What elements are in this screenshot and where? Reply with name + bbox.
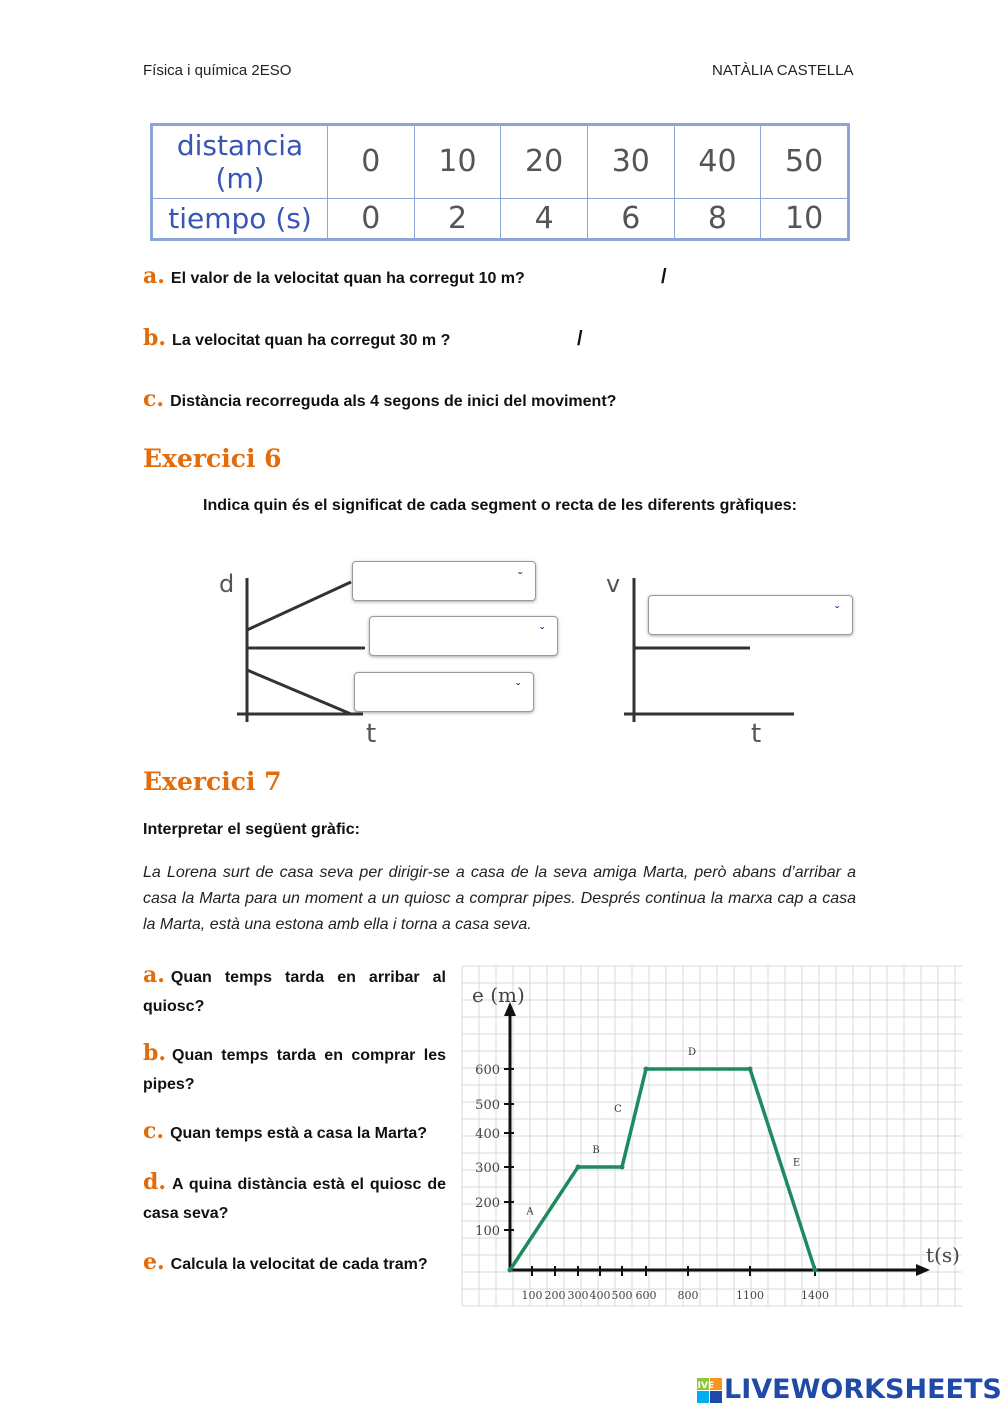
ex7-question-b [143, 1039, 446, 1099]
question-text: Quan temps tarda en comprar les pipes? [143, 1047, 446, 1093]
table-cell: 10 [414, 126, 501, 199]
question-text: Distància recorreguda als 4 segons de inici del moviment? [170, 393, 617, 410]
y-tick-label: 500 [475, 1098, 500, 1113]
liveworksheets-logo-icon [691, 1378, 723, 1404]
table-cell: 50 [761, 126, 848, 199]
table-cell: 8 [674, 198, 761, 238]
table-cell: 0 [328, 126, 415, 199]
chart-point [620, 1165, 625, 1170]
table-cell: 6 [587, 198, 674, 238]
x-tick-label: 400 [589, 1289, 611, 1302]
question-text: El valor de la velocitat quan ha corregut 10 m? [170, 270, 525, 287]
chart-y-label: e (m) [472, 983, 525, 1007]
table-row-time [153, 198, 848, 238]
table-cell: 2 [414, 198, 501, 238]
exercise-7-title: Exercici 7 [143, 767, 282, 796]
question-a [143, 263, 525, 289]
exercise-7-story: La Lorena surt de casa seva per dirigir-se a casa de la seva amiga Marta, però abans d’arribar a casa la Marta para un moment a un quiosc a comprar pipes. Després continua la marxa cap a casa la Marta, està una estona amb ella i torna a casa seva. [143, 864, 856, 933]
table-row-distance [153, 126, 848, 199]
y-tick-label: 100 [475, 1224, 500, 1239]
x-tick-label: 1400 [801, 1289, 829, 1302]
question-letter: d. [143, 1169, 167, 1195]
table-row-label: tiempo (s) [153, 198, 328, 238]
table-cell: 20 [501, 126, 588, 199]
chart-point [508, 1268, 513, 1273]
graph2-constant-select[interactable] [648, 595, 853, 635]
header-right: NATÀLIA CASTELLA [712, 62, 854, 79]
question-text: La velocitat quan ha corregut 30 m ? [172, 332, 451, 349]
graph2-y-label: v [606, 570, 621, 598]
question-letter: a. [143, 962, 165, 988]
question-letter: c. [143, 386, 165, 412]
table-cell: 4 [501, 198, 588, 238]
x-tick-label: 800 [677, 1289, 699, 1302]
ex7-question-d [143, 1168, 446, 1228]
table-row-label: distancia (m) [153, 126, 328, 199]
x-tick-label: 1100 [736, 1289, 764, 1302]
x-tick-label: 100 [521, 1289, 543, 1302]
y-tick-label: 200 [475, 1196, 500, 1211]
question-letter: b. [143, 325, 167, 351]
x-tick-label: 500 [611, 1289, 633, 1302]
exercise-6-instruction: Indica quin és el significat de cada segment o recta de les diferents gràfiques: [203, 497, 797, 514]
question-letter: e. [143, 1249, 165, 1275]
chart-grid [462, 966, 962, 1306]
chevron-down-icon: ˇ [835, 604, 839, 618]
question-letter: b. [143, 1040, 167, 1066]
position-time-chart [462, 966, 962, 1311]
question-text: Calcula la velocitat de cada tram? [170, 1256, 428, 1273]
segment-label: C [614, 1104, 622, 1115]
graph1-rising-select[interactable] [352, 561, 536, 601]
segment-label: B [592, 1145, 600, 1156]
ex7-question-a [143, 961, 446, 1021]
graph1-segment-falling [247, 670, 351, 714]
x-tick-label: 600 [635, 1289, 657, 1302]
chart-x-label: t(s) [926, 1243, 960, 1267]
graph2-x-label: t [751, 719, 762, 749]
y-tick-label: 600 [475, 1063, 500, 1078]
graph1-segment-rising [247, 582, 351, 630]
segment-label: E [792, 1157, 801, 1169]
y-tick-label: 400 [475, 1127, 500, 1142]
table-cell: 10 [761, 198, 848, 238]
segment-label: D [687, 1047, 697, 1058]
question-b [143, 325, 450, 351]
graph1-y-label: d [219, 570, 235, 598]
exercise-6-title: Exercici 6 [143, 444, 282, 473]
distance-time-table [150, 123, 850, 241]
chart-point [644, 1067, 649, 1072]
question-letter: a. [143, 263, 165, 289]
table-cell: 40 [674, 126, 761, 199]
chevron-down-icon: ˇ [516, 681, 520, 695]
answer-slash: / [661, 266, 667, 288]
y-tick-label: 300 [475, 1161, 500, 1176]
liveworksheets-logo: LIVEWORKSHEETS [724, 1374, 1002, 1405]
chevron-down-icon: ˇ [540, 625, 544, 639]
ex7-question-e [143, 1248, 446, 1279]
ex7-question-c [143, 1117, 446, 1148]
chart-point [576, 1165, 581, 1170]
chevron-down-icon: ˇ [518, 570, 522, 584]
logo-badge-text: LIVE [691, 1381, 715, 1391]
graph1-flat-select[interactable] [369, 616, 558, 656]
chart-point [748, 1067, 753, 1072]
question-text: Quan temps està a casa la Marta? [170, 1125, 428, 1142]
question-c [143, 386, 616, 412]
answer-slash: / [577, 328, 583, 350]
x-tick-label: 200 [544, 1289, 566, 1302]
question-text: A quina distància està el quiosc de casa seva? [143, 1176, 446, 1222]
chart-point [813, 1268, 818, 1273]
chart-segment-labels [508, 1047, 818, 1273]
question-text: Quan temps tarda en arribar al quiosc? [143, 969, 446, 1015]
table-cell: 30 [587, 126, 674, 199]
graph1-falling-select[interactable] [354, 672, 534, 712]
question-letter: c. [143, 1118, 165, 1144]
table-cell: 0 [328, 198, 415, 238]
chart-y-ticks [475, 1063, 514, 1239]
segment-label: A [526, 1206, 534, 1218]
x-tick-label: 300 [567, 1289, 589, 1302]
velocity-time-graph [598, 560, 818, 750]
header-left: Física i química 2ESO [143, 62, 292, 79]
graph1-x-label: t [366, 719, 377, 749]
exercise-7-instruction: Interpretar el següent gràfic: [143, 821, 360, 838]
